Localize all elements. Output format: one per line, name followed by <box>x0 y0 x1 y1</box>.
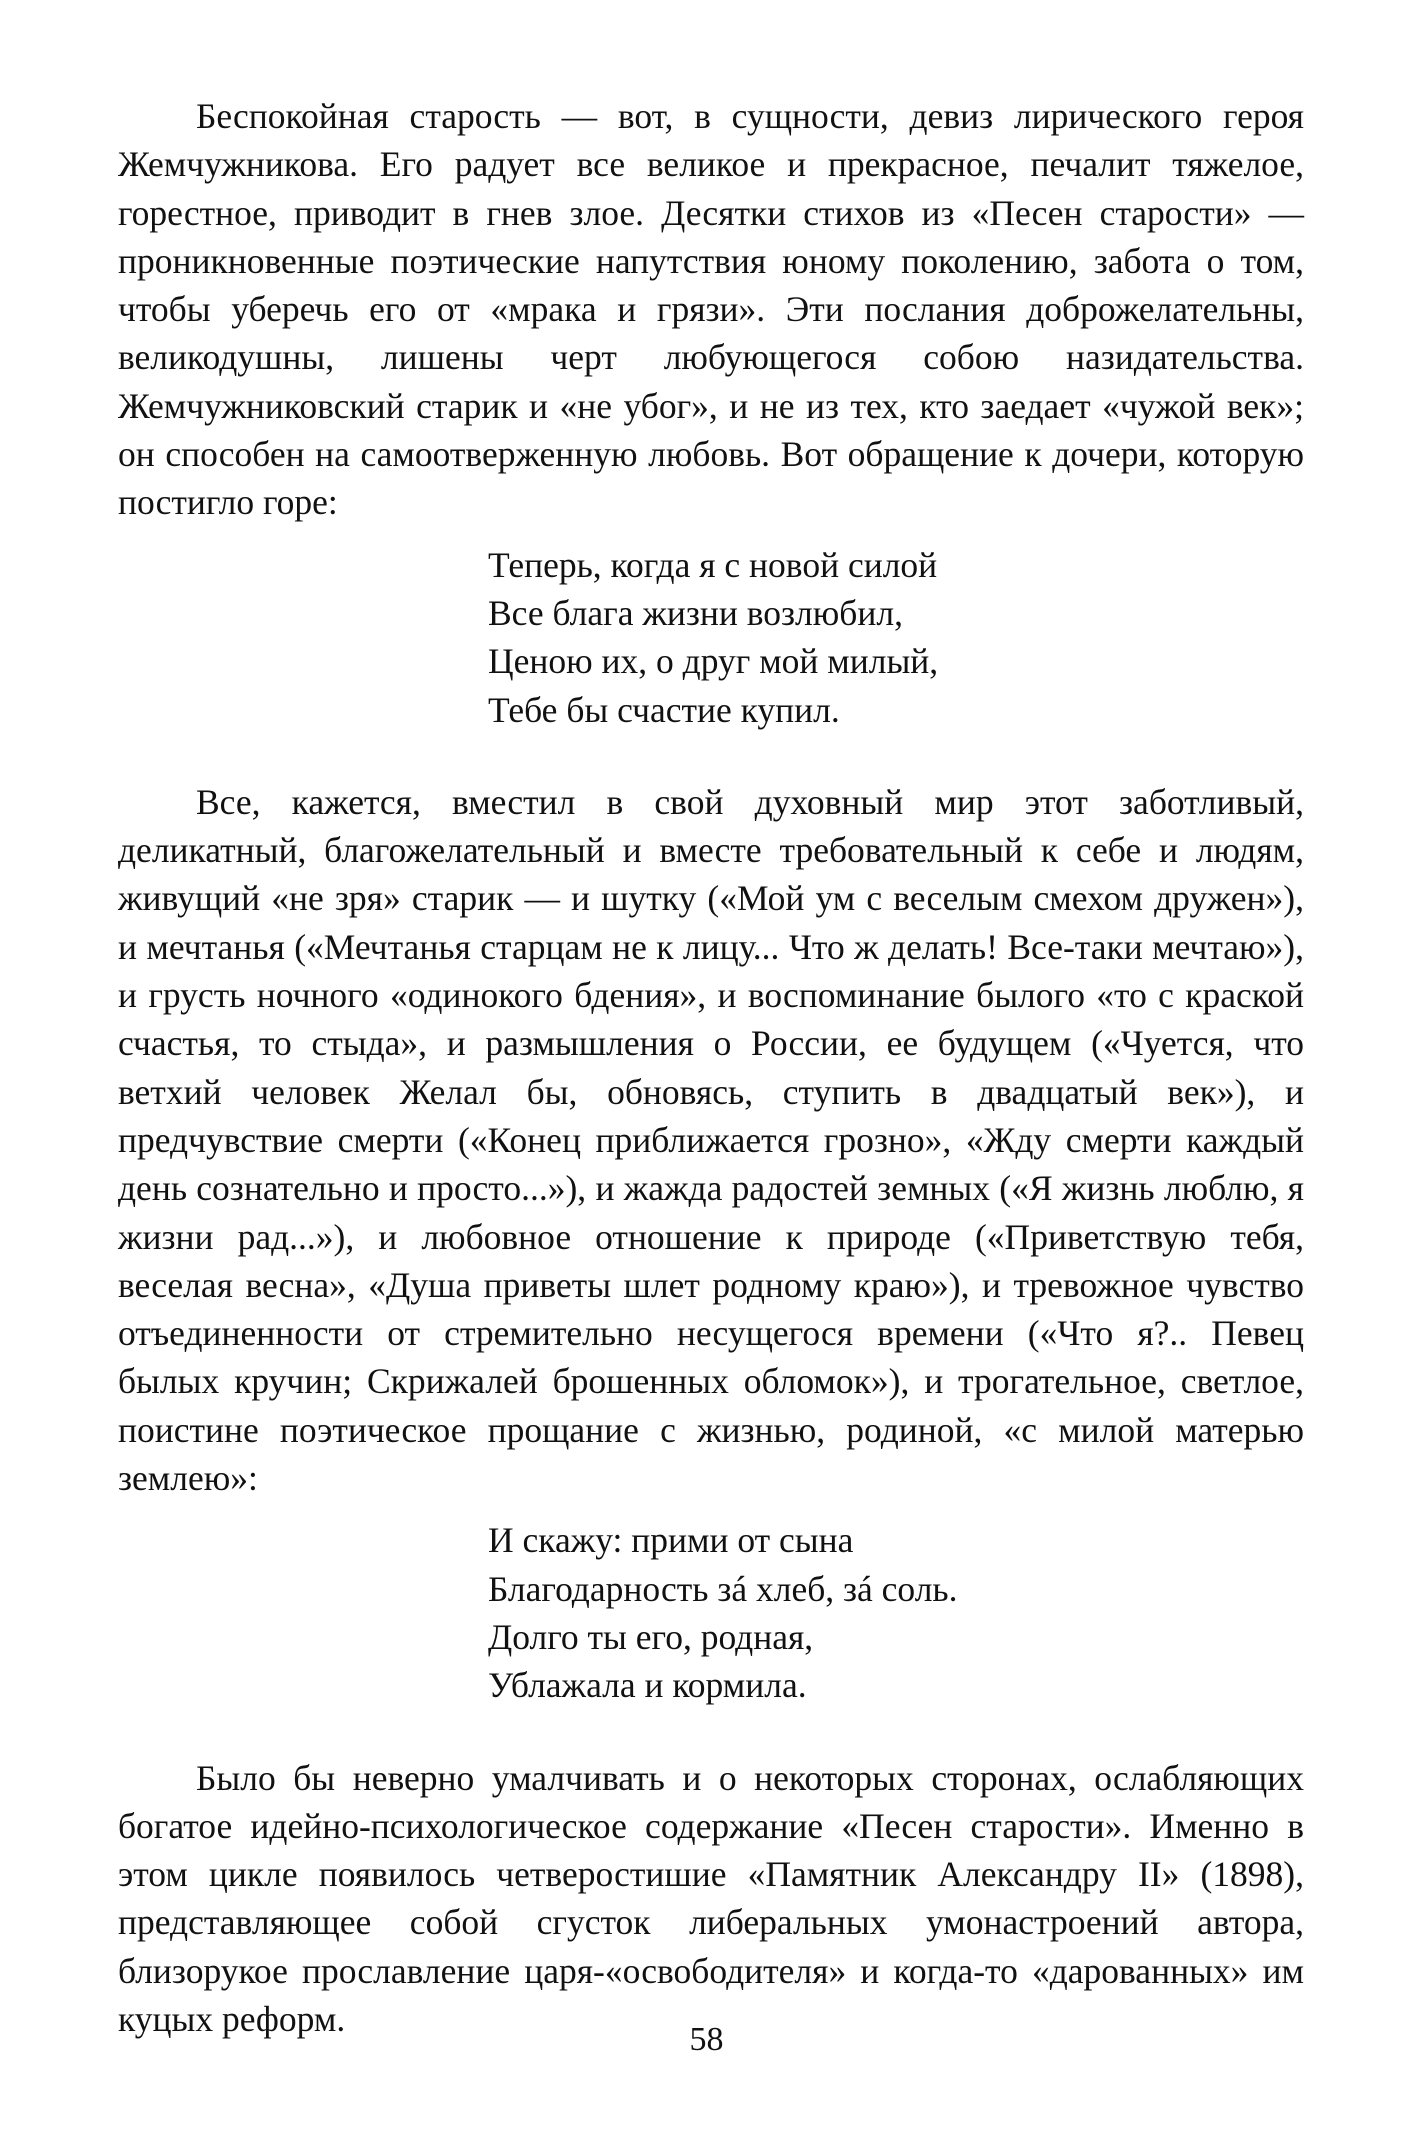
spacer <box>118 1502 1304 1516</box>
verse-line: Ублажала и кормила. <box>488 1665 807 1706</box>
verse-line: Все блага жизни возлюбил, <box>488 592 903 633</box>
spacer <box>118 1710 1304 1754</box>
verse-line: Ценою их, о друг мой милый, <box>488 641 939 682</box>
spacer <box>118 734 1304 778</box>
verse-line: Теперь, когда я с новой силой <box>488 544 938 585</box>
paragraph-3: Было бы неверно умалчивать и о некоторых сторонах, ослабляющих богатое идейно-психологическое содержание «Песен старости». Именно в этом цикле появилось четверостишие «Памятник Александру II» (1898), представляющее собой сгусток либеральных умонастроений автора, близорукое прославление царя-«освободителя» и когда-то «дарованных» им куцых реформ. <box>118 1757 1304 2039</box>
verse-line: И скажу: прими от сына <box>488 1520 854 1561</box>
verse-block-1 <box>488 541 1304 734</box>
page-body <box>118 92 1304 2043</box>
verse-block-2 <box>488 1516 1304 1709</box>
verse-line: Благодарность зá хлеб, зá соль. <box>488 1568 958 1609</box>
page-number: 58 <box>689 2021 724 2058</box>
spacer <box>118 527 1304 541</box>
paragraph-2: Все, кажется, вместил в свой духовный мир этот заботливый, деликатный, благожелательный и вместе требовательный к себе и людям, живущий «не зря» старик — и шутку («Мой ум с веселым смехом дружен»), и мечтанья («Мечтанья старцам не к лицу... Что ж делать! Все-таки мечтаю»), и грусть ночного «одинокого бдения», и воспоминание былого «то с краской счастья, то стыда», и размышления о России, ее будущем («Чуется, что ветхий человек Желал бы, обновясь, ступить в двадцатый век»), и предчувствие смерти («Конец приближается грозно», «Жду смерти каждый день сознательно и просто...»), и жажда радостей земных («Я жизнь люблю, я жизни рад...»), и любовное отношение к природе («Приветствую тебя, веселая весна», «Душа приветы шлет родному краю»), и тревожное чувство отъединенности от стремительно несущегося времени («Что я?.. Певец былых кручин; Скрижалей брошенных обломок»), и трогательное, светлое, поистине поэтическое прощание с жизнью, родиной, «с милой матерью землею»: <box>118 781 1304 1499</box>
paragraph-1: Беспокойная старость — вот, в сущности, девиз лирического героя Жемчужникова. Его радует все великое и прекрасное, печалит тяжелое, горестное, приводит в гнев злое. Десятки стихов из «Песен старости» — проникновенные поэтические напутствия юному поколению, забота о том, чтобы уберечь его от «мрака и грязи». Эти послания доброжелательны, великодушны, лишены черт любующегося собою назидательства. Жемчужниковский старик и «не убог», и не из тех, кто заедает «чужой век»; он способен на самоотверженную любовь. Вот обращение к дочери, которую постигло горе: <box>118 96 1304 523</box>
verse-line: Долго ты его, родная, <box>488 1616 814 1657</box>
verse-line: Тебе бы счастие купил. <box>488 689 840 730</box>
